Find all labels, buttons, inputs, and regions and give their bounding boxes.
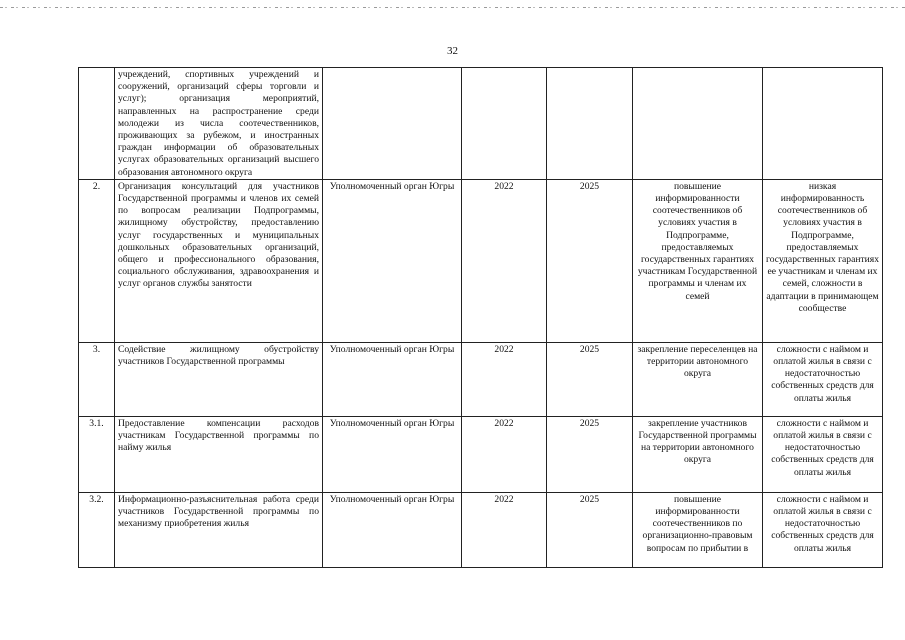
row-number: 2. [79, 179, 115, 342]
risk-consequence: сложности с наймом и оплатой жилья в связи с недостаточностью собственных средств для оплаты жилья [763, 342, 883, 416]
table-row [79, 492, 883, 567]
table-row [79, 342, 883, 416]
start-year [462, 68, 547, 180]
measure-description: Содействие жилищному обустройству участников Государственной программы [115, 342, 323, 416]
table-row [79, 179, 883, 342]
responsible-org: Уполномоченный орган Югры [323, 492, 462, 567]
risk-consequence: низкая информированность соотечественников об условиях участия в Подпрограмме, предоставляемых государственных гарантиях ее участникам и членам их семей, сложности в адаптации в принимающем сообществе [763, 179, 883, 342]
responsible-org: Уполномоченный орган Югры [323, 179, 462, 342]
risk-consequence [763, 68, 883, 180]
table-row [79, 416, 883, 492]
expected-result [633, 68, 763, 180]
table-row [79, 68, 883, 180]
expected-result: закрепление участников Государственной программы на территории автономного округа [633, 416, 763, 492]
row-number: 3.1. [79, 416, 115, 492]
measure-description: Информационно-разъяснительная работа среди участников Государственной программы по механизму приобретения жилья [115, 492, 323, 567]
page-number: 32 [447, 45, 458, 57]
start-year: 2022 [462, 179, 547, 342]
end-year [547, 68, 633, 180]
risk-consequence: сложности с наймом и оплатой жилья в связи с недостаточностью собственных средств для оплаты жилья [763, 416, 883, 492]
risk-consequence: сложности с наймом и оплатой жилья в связи с недостаточностью собственных средств для оплаты жилья [763, 492, 883, 567]
row-number: 3.2. [79, 492, 115, 567]
row-number: 3. [79, 342, 115, 416]
responsible-org: Уполномоченный орган Югры [323, 416, 462, 492]
expected-result: закрепление переселенцев на территории автономного округа [633, 342, 763, 416]
end-year: 2025 [547, 492, 633, 567]
end-year: 2025 [547, 416, 633, 492]
responsible-org: Уполномоченный орган Югры [323, 342, 462, 416]
expected-result: повышение информированности соотечественников по организационно-правовым вопросам по прибытии в [633, 492, 763, 567]
start-year: 2022 [462, 416, 547, 492]
measure-description: Организация консультаций для участников Государственной программы и членов их семей по вопросам реализации Подпрограммы, жилищному обустройству, предоставлению услуг государственных и муниципальных дошкольных образовательных организаций, общего и профессионального образования, социального обслуживания, здравоохранения и услуг органов службы занятости [115, 179, 323, 342]
measure-description: учреждений, спортивных учреждений и сооружений, организаций сферы торговли и услуг); организация мероприятий, направленных на распространение среди молодежи из числа соотечественников, проживающих за рубежом, и иностранных граждан информации об образовательных услугах образовательных организаций высшего образования автономного округа [115, 68, 323, 180]
end-year: 2025 [547, 342, 633, 416]
start-year: 2022 [462, 492, 547, 567]
start-year: 2022 [462, 342, 547, 416]
row-number [79, 68, 115, 180]
scan-edge-artifact [0, 7, 905, 8]
measures-table [78, 67, 883, 568]
responsible-org [323, 68, 462, 180]
measure-description: Предоставление компенсации расходов участникам Государственной программы по найму жилья [115, 416, 323, 492]
expected-result: повышение информированности соотечественников об условиях участия в Подпрограмме, предоставляемых государственных гарантиях участникам Государственной программы и членам их семей [633, 179, 763, 342]
end-year: 2025 [547, 179, 633, 342]
